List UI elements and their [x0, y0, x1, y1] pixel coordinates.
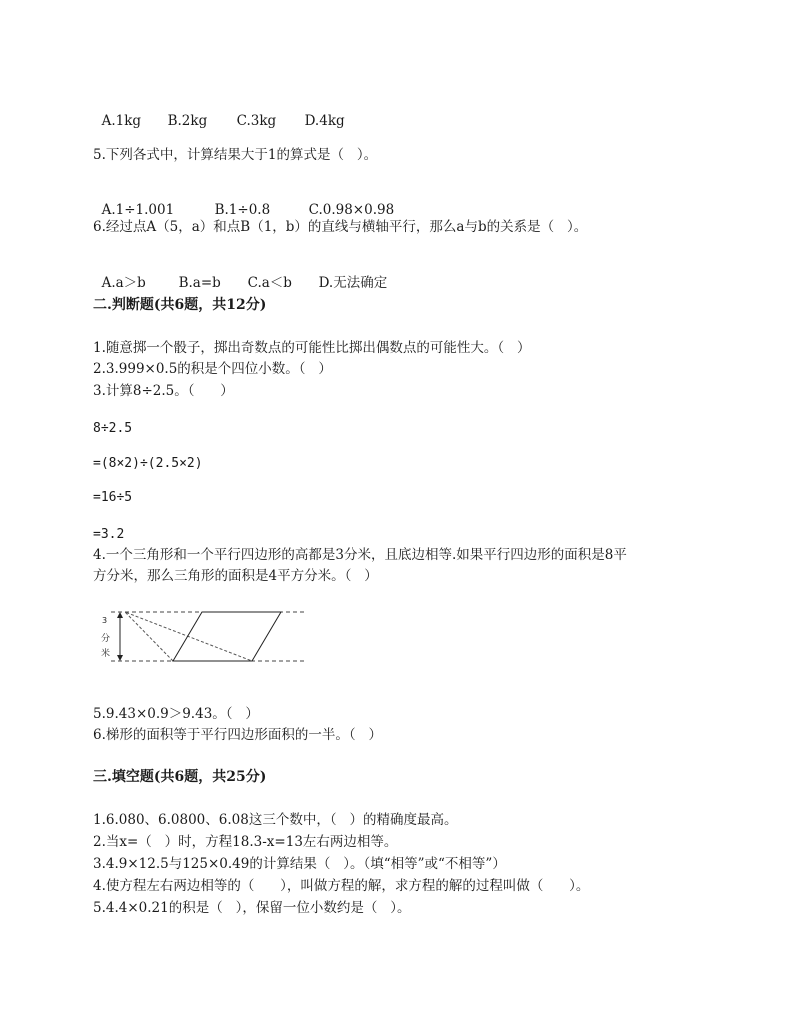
height-label-3: 3	[102, 616, 108, 625]
q5-option-b: B.1÷0.8	[214, 202, 271, 218]
calc-step-2: =(8×2)÷(2.5×2)	[93, 456, 203, 471]
s3-q4: 4.使方程左右两边相等的（ ），叫做方程的解，求方程的解的过程叫做（ ）。	[93, 878, 590, 894]
triangle-parallelogram-figure	[95, 603, 315, 671]
q5-option-c: C.0.98×0.98	[308, 202, 395, 218]
calc-step-1: 8÷2.5	[93, 421, 133, 436]
q6-question: 6.经过点A（5，a）和点B（1，b）的直线与横轴平行，那么a与b的关系是（ ）。	[93, 219, 588, 235]
s2-q1: 1.随意掷一个骰子，掷出奇数点的可能性比掷出偶数点的可能性大。（ ）	[93, 340, 531, 356]
q4-options	[93, 94, 345, 130]
q4-option-b: B.2kg	[167, 113, 208, 129]
s2-q6: 6.梯形的面积等于平行四边形面积的一半。（ ）	[93, 727, 383, 743]
calc-step-4: =3.2	[93, 527, 125, 542]
s2-q3: 3.计算8÷2.5。（ ）	[93, 383, 234, 399]
s3-q1: 1.6.080、6.0800、6.08这三个数中，（ ）的精确度最高。	[93, 812, 458, 828]
s3-q3: 3.4.9×12.5与125×0.49的计算结果（ ）。（填“相等”或“不相等”）	[93, 856, 506, 872]
q4-option-a: A.1kg	[101, 113, 142, 129]
s2-q5: 5.9.43×0.9＞9.43。（ ）	[93, 706, 259, 722]
s3-q2: 2.当x=（ ）时，方程18.3-x=13左右两边相等。	[93, 834, 398, 850]
calc-step-3: =16÷5	[93, 490, 133, 505]
s2-q4-line2: 方分米，那么三角形的面积是4平方分米。（ ）	[93, 568, 378, 584]
q6-option-a: A.a＞b	[101, 275, 146, 291]
q6-option-d: D.无法确定	[318, 275, 388, 291]
section2-heading: 二.判断题(共6题，共12分)	[93, 297, 267, 313]
q5-option-a: A.1÷1.001	[101, 202, 175, 218]
q4-option-c: C.3kg	[236, 113, 277, 129]
q6-options	[93, 256, 387, 292]
q5-options	[93, 183, 394, 219]
q6-option-b: B.a=b	[178, 275, 221, 291]
s2-q4-line1: 4.一个三角形和一个平行四边形的高都是3分米，且底边相等.如果平行四边形的面积是8平	[93, 547, 627, 563]
triangle-shape	[125, 612, 252, 661]
section3-heading: 三.填空题(共6题，共25分)	[93, 769, 267, 785]
s2-q2: 2.3.999×0.5的积是个四位小数。（ ）	[93, 361, 332, 377]
s3-q5: 5.4.4×0.21的积是（ ），保留一位小数约是（ ）。	[93, 900, 411, 916]
q6-option-c: C.a＜b	[247, 275, 292, 291]
height-label-mi: 米	[101, 649, 111, 659]
q4-option-d: D.4kg	[304, 113, 345, 129]
height-label-fen: 分	[101, 634, 111, 644]
q5-question: 5.下列各式中，计算结果大于1的算式是（ ）。	[93, 147, 378, 163]
